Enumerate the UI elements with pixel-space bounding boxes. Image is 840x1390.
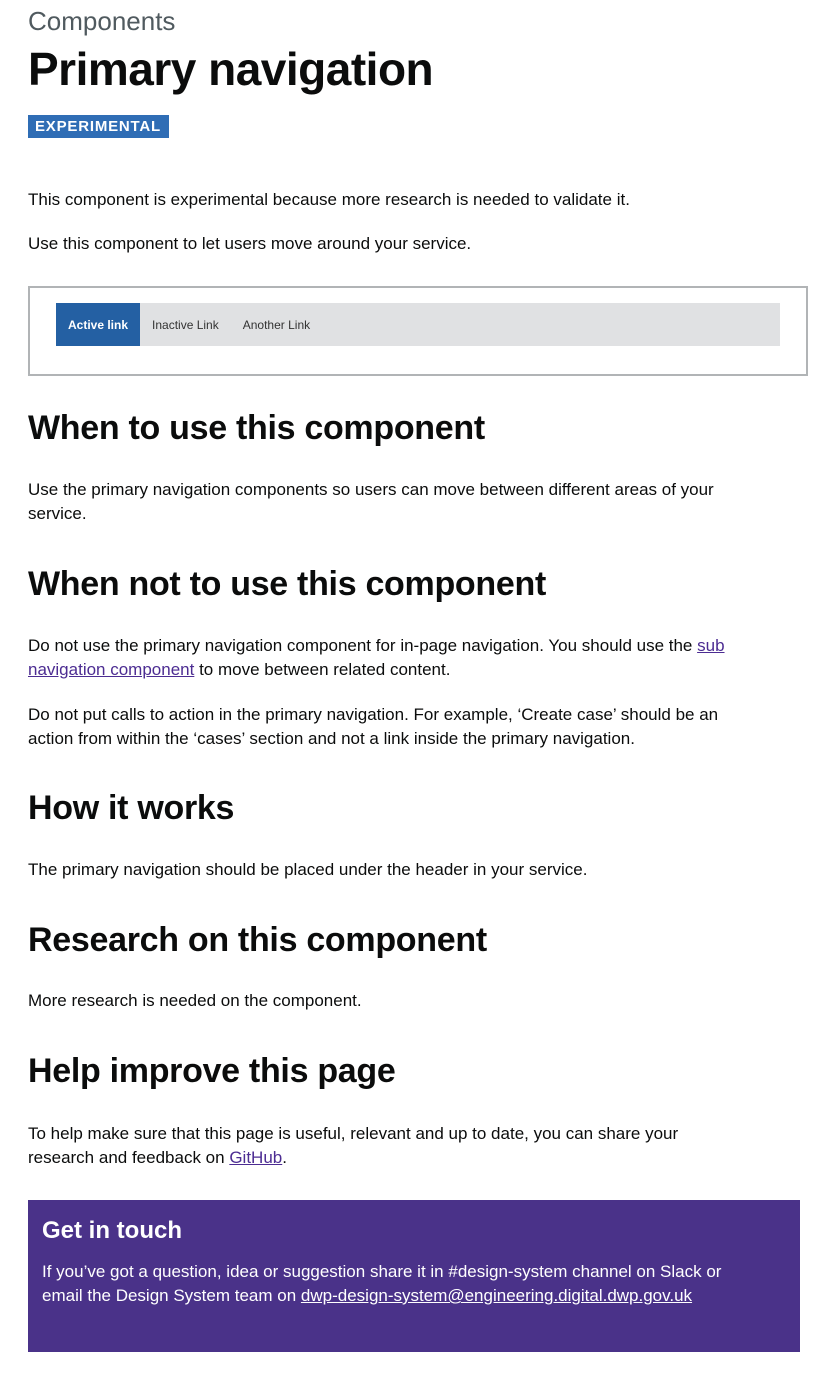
section-paragraph: Do not put calls to action in the primary navigation. For example, ‘Create case’ should be an action from within the ‘cases’ section and not a link inside the primary navigation. — [28, 705, 719, 748]
intro-paragraph: This component is experimental because more research is needed to validate it. — [28, 190, 630, 209]
status-badge: EXPERIMENTAL — [28, 115, 169, 138]
page-caption: Components — [28, 6, 176, 36]
section-heading: Help improve this page — [28, 1052, 396, 1090]
component-example — [28, 286, 808, 376]
section-heading: When to use this component — [28, 409, 485, 447]
section-paragraph: Use the primary navigation components so users can move between different areas of your service. — [28, 480, 714, 523]
paragraph-text: . — [282, 1148, 287, 1167]
section-heading: When not to use this component — [28, 565, 546, 603]
sub-navigation-link[interactable]: sub navigation component — [28, 636, 725, 679]
section-heading: How it works — [28, 789, 235, 827]
section-paragraph: The primary navigation should be placed under the header in your service. — [28, 860, 588, 879]
section-heading: Research on this component — [28, 921, 487, 959]
nav-item-another[interactable]: Another Link — [242, 317, 311, 332]
paragraph-text: Do not use the primary navigation component for in-page navigation. You should use the — [28, 636, 698, 655]
intro-paragraph: Use this component to let users move around your service. — [28, 234, 472, 253]
paragraph-text: To help make sure that this page is useful, relevant and up to date, you can share your research and feedback on — [28, 1124, 679, 1167]
primary-navigation-example — [56, 303, 780, 346]
page-title: Primary navigation — [28, 43, 434, 95]
section-paragraph — [28, 1122, 738, 1170]
github-link[interactable]: GitHub — [229, 1148, 283, 1167]
get-in-touch-heading: Get in touch — [42, 1217, 182, 1244]
paragraph-text: If you’ve got a question, idea or suggestion share it in #design-system channel on Slack or email the Design System team on — [42, 1262, 722, 1305]
nav-item-inactive[interactable]: Inactive Link — [152, 317, 219, 332]
get-in-touch-panel — [28, 1200, 800, 1352]
get-in-touch-text — [42, 1260, 762, 1308]
section-paragraph: More research is needed on the component. — [28, 991, 362, 1010]
email-link[interactable]: dwp-design-system@engineering.digital.dwp.gov.uk — [300, 1286, 693, 1305]
paragraph-text: to move between related content. — [194, 660, 451, 679]
section-paragraph — [28, 634, 748, 682]
nav-item-active[interactable]: Active link — [56, 303, 140, 346]
